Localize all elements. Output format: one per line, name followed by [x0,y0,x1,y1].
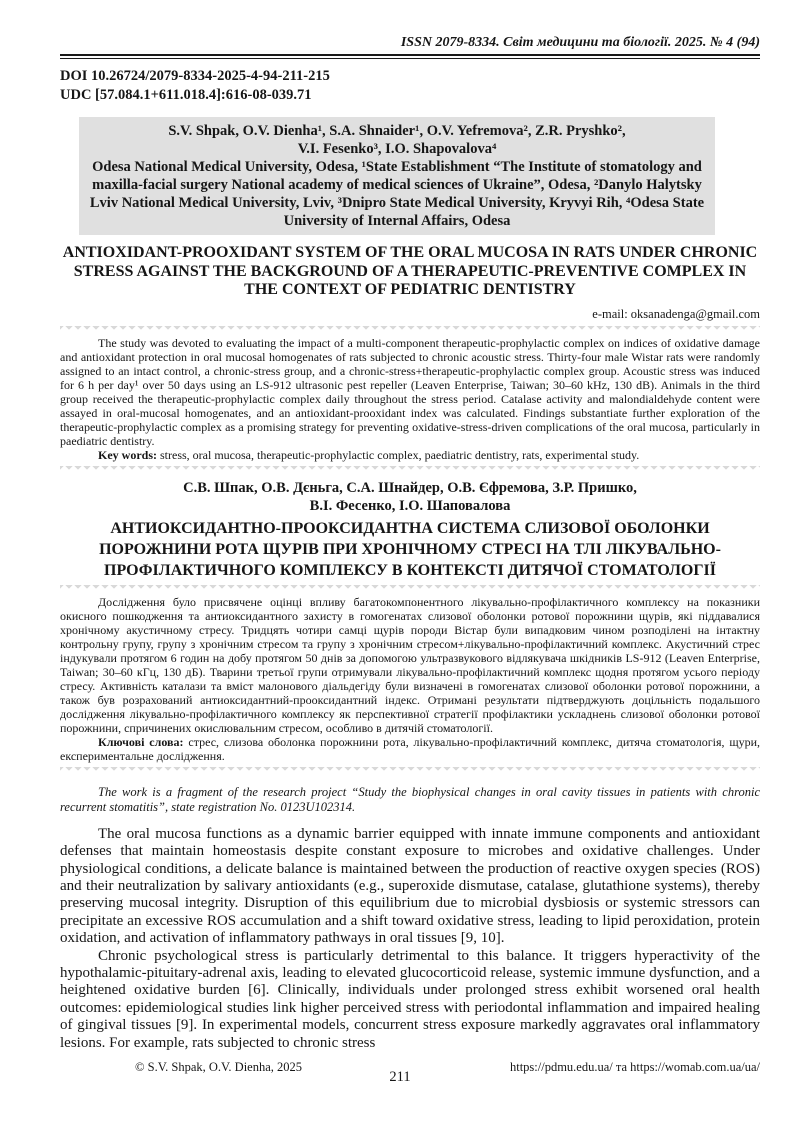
authors-en-line1: S.V. Shpak, O.V. Dienha¹, S.A. Shnaider¹, O.V. Yefremova², Z.R. Pryshko², [168,123,626,139]
abstract-en [60,336,760,462]
abstract-en-keywords [60,448,760,462]
authors-en-line2: V.I. Fesenko³, I.O. Shapovalova⁴ [297,141,497,157]
article-body [60,826,760,1052]
project-note-text: The work is a fragment of the research project “Study the biophysical changes in oral cavity tissues in patients with chronic recurrent stomatitis”, state registration No. 0123U102314. [60,784,760,815]
article-title-en: ANTIOXIDANT-PROOXIDANT SYSTEM OF THE ORAL MUCOSA IN RATS UNDER CHRONIC STRESS AGAINST THE BACKGROUND OF A THERAPEUTIC-PREVENTIVE COMPLEX IN THE CONTEXT OF PEDIATRIC DENTISTRY [62,244,758,299]
body-paragraph-1: The oral mucosa functions as a dynamic barrier equipped with innate immune components and antioxidant defenses that maintain homeostasis despite constant exposure to microbes and oxidative challenges. Under physiological conditions, a delicate balance is maintained between the production of reactive oxygen species (ROS) and their neutralization by salivary antioxidants (e.g., superoxide dismutase, catalase, glutathione systems), thereby preserving mucosal integrity. Disruption of this equilibrium due to microbial dysbiosis or systemic stressors can precipitate an excessive ROS accumulation and a shift toward oxidative stress, leading to lipid peroxidation, protein oxidation, and activation of inflammatory pathways in oral tissues [9, 10]. [60,825,760,947]
doi-line: DOI 10.26724/2079-8334-2025-4-94-211-215 [60,68,330,84]
project-note [60,785,760,816]
abstract-uk-text: Дослідження було присвячене оцінці впливу багатокомпонентного лікувально-профілактичного комплексу на показники окисного пошкодження та антиоксидантного захисту в гомогенатах слизової оболонки ротової порожнини щурів, які піддавалися хронічному акустичному стресу. Тридцять чотири самці щурів породи Вістар були випадковим чином розподілені на інтактну контрольну групу, групу з хронічним стресом та групу з хронічним стресом+лікувально-профілактичний комплекс. Акустичний стрес індукували протягом 6 годин на добу протягом 50 днів за допомогою ультразвукового відлякувача шкідників LS-912 (Leaven Enterprise, Taiwan; 30–60 кГц, 130 дБ). Тварини третьої групи отримували лікувально-профілактичний комплекс щодня протягом усього періоду стресу. Активність каталази та вміст малонового діальдегіду були визначені в гомогенатах слизової оболонки ротової порожнини, а також був розрахований антиоксидантний-прооксидантний індекс. Отримані результати підтверджують доцільність подальшого дослідження лікувально-профілактичного комплексу як перспективної стратегії профілактики ускладнень слизової оболонки ротової порожнини, спричинених окислювальним стресом, особливо в дитячій стоматології. [60,594,760,735]
affiliations-en: Odesa National Medical University, Odesa, ¹State Establishment “The Institute of stomatology and maxilla-facial surgery National academy of medical sciences of Ukraine”, Odesa, ²Danylo Halytsky Lviv National Medical University, Lviv, ³Dnipro State Medical University, Kryvyi Rih, ⁴Odesa State University of Internal Affairs, Odesa [89,159,705,229]
zigzag-separator [60,585,760,591]
keywords-uk-list: стрес, слизова оболонка порожнини рота, лікувально-профілактичний комплекс, дитяча стоматологія, щури, експериментальне дослідження. [60,734,760,763]
contact-email: e-mail: oksanadenga@gmail.com [592,306,760,321]
issn-header: ISSN 2079-8334. Світ медицини та біології. 2025. № 4 (94) [400,35,760,50]
abstract-en-text: The study was devoted to evaluating the impact of a multi-component therapeutic-prophylactic complex on indices of oxidative damage and antioxidant protection in oral mucosal homogenates of rats subjected to chronic acoustic stress. Thirty-four male Wistar rats were randomly assigned to an intact control, a chronic-stress group, and a chronic-stress+therapeutic-prophylactic complex group. Acoustic stress was induced for 6 h per day¹ over 50 days using an LS-912 ultrasonic pest repeller (Leaven Enterprise, Taiwan; 30–60 kHz, 130 dB). Animals in the third group received the therapeutic-prophylactic complex daily throughout the stress period. Catalase activity and malondialdehyde content were assayed in oral-mucosal homogenates, and an antioxidant-prooxidant index was calculated. Findings substantiate further exploration of the therapeutic-prophylactic complex as a promising strategy for preventing oxidative-stress-driven complications of the oral mucosa, particularly in paediatric dentistry. [60,335,760,448]
doi-udc-block [60,67,760,105]
keywords-uk-label: Ключові слова: [98,734,184,749]
authors-uk-line2: В.І. Фесенко, І.О. Шаповалова [309,497,511,514]
abstract-uk [60,595,760,763]
footer-page-number: 211 [389,1069,411,1086]
zigzag-separator [60,466,760,472]
zigzag-separator [60,326,760,332]
authors-uk-line1: С.В. Шпак, О.В. Дєньга, С.А. Шнайдер, О.В. Єфремова, З.Р. Пришко, [183,479,637,496]
footer-links: https://pdmu.edu.ua/ та https://womab.com.ua/ua/ [509,1060,760,1075]
zigzag-separator [60,767,760,773]
authors-affiliations-box-en [79,117,715,235]
footer-copyright: © S.V. Shpak, O.V. Dienha, 2025 [135,1060,303,1075]
article-title-uk: АНТИОКСИДАНТНО-ПРООКСИДАНТНА СИСТЕМА СЛИЗОВОЇ ОБОЛОНКИ ПОРОЖНИНИ РОТА ЩУРІВ ПРИ ХРОНІЧНОМУ СТРЕСІ НА ТЛІ ЛІКУВАЛЬНО-ПРОФІЛАКТИЧНОГО КОМПЛЕКСУ В КОНТЕКСТІ ДИТЯЧОЇ СТОМАТОЛОГІЇ [99,519,721,579]
page-footer [60,1060,760,1096]
body-paragraph-2: Chronic psychological stress is particularly detrimental to this balance. It triggers hyperactivity of the hypothalamic-pituitary-adrenal axis, leading to elevated glucocorticoid release, systemic immune dysfunction, and a heightened oxidative burden [6]. Clinically, individuals under prolonged stress exhibit worsened oral health outcomes: epidemiological studies link higher perceived stress with periodontal inflammation and impaired healing of gingival tissues [9]. In experimental models, concurrent stress exposure markedly aggravates oral inflammatory lesions. For example, rats subjected to chronic stress [60,947,760,1051]
keywords-en-label: Key words: [98,447,157,462]
abstract-uk-keywords [60,735,760,763]
keywords-en-list: stress, oral mucosa, therapeutic-prophylactic complex, paediatric dentistry, rats, experimental study. [157,447,640,462]
udc-line: UDC [57.084.1+611.018.4]:616-08-039.71 [60,87,312,103]
authors-uk [60,479,760,515]
header-double-rule [60,54,760,59]
